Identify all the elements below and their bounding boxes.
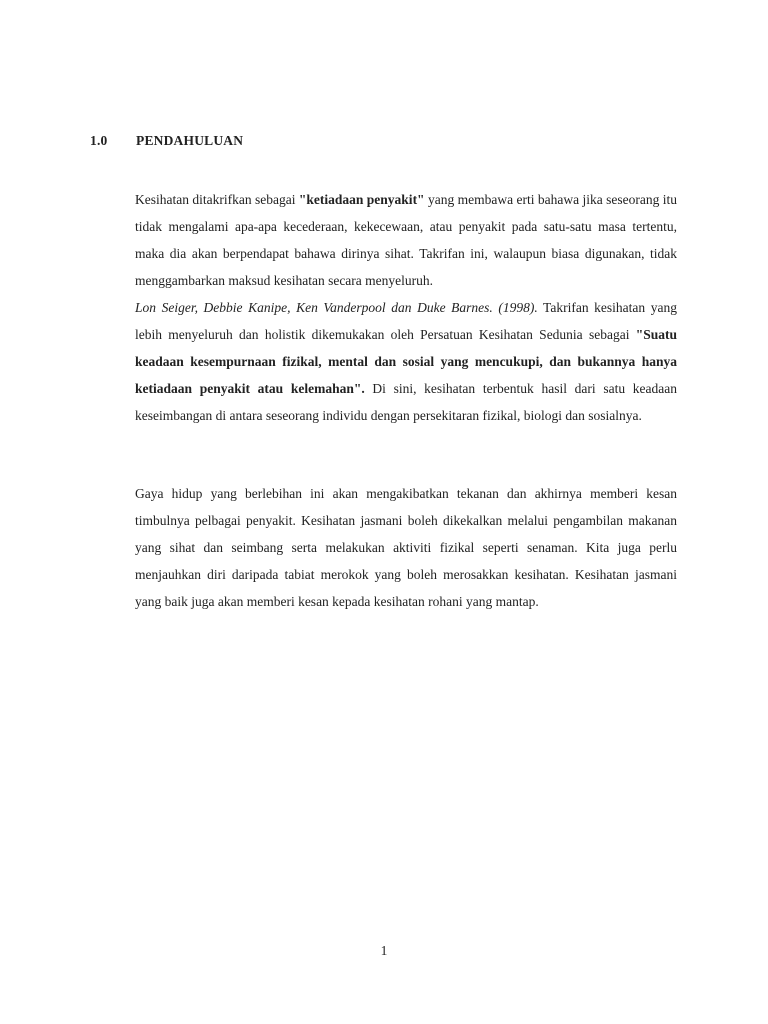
citation: Lon Seiger, Debbie Kanipe, Ken Vanderpool dan Duke Barnes. (1998). [135, 300, 538, 315]
paragraph-text: yang membawa erti bahawa jika seseorang itu tidak mengalami apa-apa kecederaan, kekecewaan, atau penyakit pada satu-satu masa tertentu, maka dia akan berpendapat bahawa dirinya sihat. Takrifan ini, walaupun biasa digunakan, tidak menggambarkan maksud kesihatan secara menyeluruh. [135, 192, 678, 288]
bold-quote: "ketiadaan penyakit" [298, 192, 425, 207]
paragraph-text: Di sini, kesihatan terbentuk hasil dari satu keadaan keseimbangan di antara seseorang individu dengan persekitaran fizikal, biologi dan sosialnya. [135, 381, 677, 423]
section-title: PENDAHULUAN [136, 133, 244, 148]
who-definition-quote: "Suatu keadaan kesempurnaan fizikal, mental dan sosial yang mencukupi, dan bukannya hanya ketiadaan penyakit atau kelemahan". [135, 327, 677, 396]
paragraph-text: Kesihatan ditakrifkan sebagai [135, 192, 299, 207]
paragraph-text: Gaya hidup yang berlebihan ini akan mengakibatkan tekanan dan akhirnya memberi kesan timbulnya pelbagai penyakit. Kesihatan jasmani boleh dikekalkan melalui pengambilan makanan yang sihat dan seimbang serta melakukan aktiviti fizikal seperti senaman. Kita juga perlu menjauhkan diri daripada tabiat merokok yang boleh merosakkan kesihatan. Kesihatan jasmani yang baik juga akan memberi kesan kepada kesihatan rohani yang mantap. [135, 486, 677, 609]
paragraph-definition [135, 186, 677, 429]
paragraph-text: Takrifan kesihatan yang lebih menyeluruh dan holistik dikemukakan oleh Persatuan Kesihatan Sedunia sebagai [135, 300, 677, 342]
paragraph-lifestyle [135, 480, 677, 615]
page-number: 1 [380, 943, 388, 958]
section-number: 1.0 [90, 133, 108, 148]
